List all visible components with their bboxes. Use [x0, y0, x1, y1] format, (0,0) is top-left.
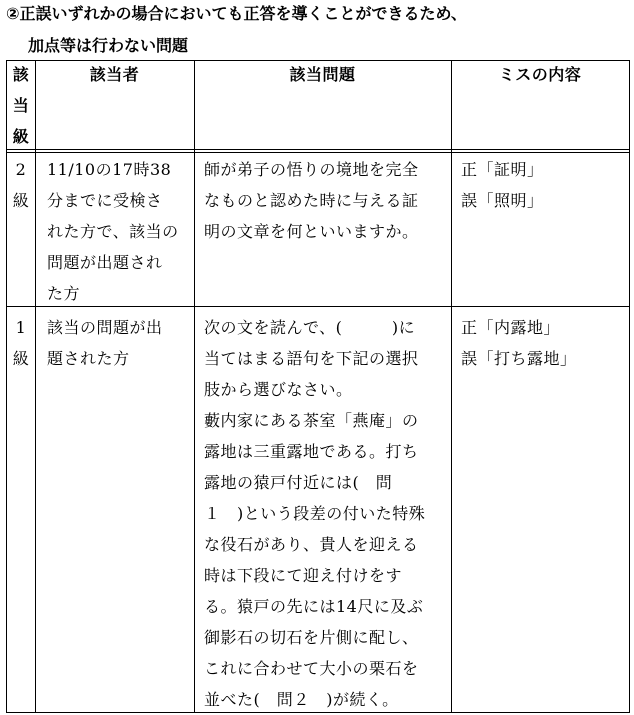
text-line: 露地の猿戸付近には( 問: [204, 473, 393, 492]
row-question: [204, 154, 419, 247]
header-question: 該当問題: [289, 65, 356, 84]
text-line: 師が弟子の悟りの境地を完全: [204, 160, 419, 179]
wrong-text: 誤「照明」: [461, 191, 544, 210]
row-grade: 2級: [12, 160, 30, 210]
text-line: 題された方: [47, 349, 130, 368]
wrong-text: 誤「打ち露地」: [461, 349, 577, 368]
text-line: 肢から選びなさい。: [204, 380, 353, 399]
text-line: る。猿戸の先には14尺に及ぶ: [204, 597, 424, 616]
text-line: 並べた( 問２ )が続く。: [204, 690, 399, 709]
header-target: 該当者: [89, 65, 140, 84]
column-divider: [194, 61, 195, 712]
text-line: 御影石の切石を片側に配し、: [204, 628, 419, 647]
header-grade: 該当級: [12, 65, 30, 146]
note-heading-continued: 加点等は行わない問題: [28, 36, 189, 55]
text-line: なものと認めた時に与える証: [204, 191, 419, 210]
text-line: 明の文章を何といいますか。: [204, 222, 419, 241]
header-mistake: ミスの内容: [498, 65, 582, 84]
row-target: [47, 312, 163, 374]
text-line: 当てはまる語句を下記の選択: [204, 349, 419, 368]
text-line: 時は下段にて迎え付けをす: [204, 566, 403, 585]
text-line: 露地は三重露地である。打ち: [204, 442, 419, 461]
row-question: [204, 312, 425, 715]
text-line: た方: [47, 284, 81, 303]
column-divider: [35, 61, 36, 712]
row-target: [47, 154, 179, 309]
row-grade: 1級: [12, 318, 30, 368]
text-line: 次の文を読んで、( )に: [204, 318, 416, 337]
text-line: な役石があり、貴人を迎える: [204, 535, 419, 554]
text-line: 11/10の17時38: [47, 160, 172, 179]
row-mistake: [461, 312, 577, 374]
text-line: 問題が出題され: [47, 253, 163, 272]
text-line: れた方で、該当の: [47, 222, 179, 241]
text-line: 分までに受検さ: [47, 191, 163, 210]
text-line: １ )という段差の付いた特殊: [204, 504, 426, 523]
text-line: 該当の問題が出: [47, 318, 163, 337]
column-divider: [451, 61, 452, 712]
note-heading: ②正誤いずれかの場合においても正答を導くことができるため、: [6, 4, 467, 23]
header-divider: [7, 149, 629, 153]
errata-table: [6, 60, 630, 713]
correct-text: 正「証明」: [461, 160, 544, 179]
row-mistake: [461, 154, 544, 216]
correct-text: 正「内露地」: [461, 318, 561, 337]
text-line: 藪内家にある茶室「燕庵」の: [204, 411, 419, 430]
text-line: これに合わせて大小の栗石を: [204, 659, 419, 678]
